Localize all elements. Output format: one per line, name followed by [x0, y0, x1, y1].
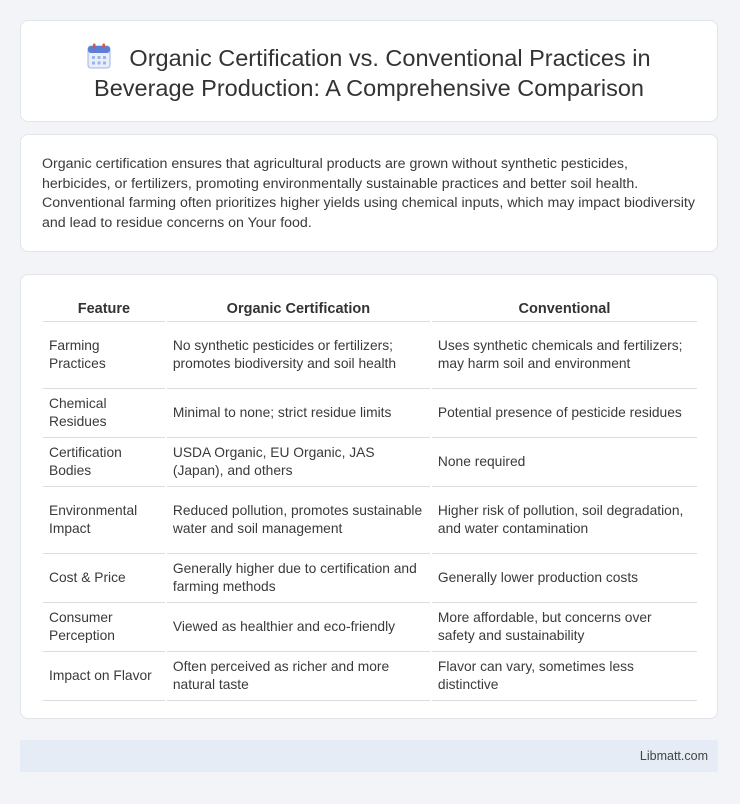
header-organic: Organic Certification	[167, 295, 430, 322]
table-row	[43, 438, 697, 487]
conventional-cell: Potential presence of pesticide residues	[432, 389, 697, 438]
table-row	[43, 652, 697, 701]
feature-cell: Impact on Flavor	[43, 652, 165, 701]
organic-cell: Reduced pollution, promotes sustainable water and soil management	[167, 487, 430, 554]
table-row	[43, 603, 697, 652]
intro-card	[20, 134, 718, 252]
feature-cell: Chemical Residues	[43, 389, 165, 438]
feature-cell: Environmental Impact	[43, 487, 165, 554]
organic-cell: Minimal to none; strict residue limits	[167, 389, 430, 438]
page-title: Organic Certification vs. Conventional Practices in Beverage Production: A Comprehensive Comparison	[94, 45, 651, 101]
table-row	[43, 322, 697, 389]
table-header-row	[43, 295, 697, 322]
conventional-cell: Flavor can vary, sometimes less distinctive	[432, 652, 697, 701]
calendar-icon	[87, 43, 111, 69]
page-title-container	[21, 43, 717, 103]
comparison-table	[41, 295, 699, 701]
organic-cell: No synthetic pesticides or fertilizers; promotes biodiversity and soil health	[167, 322, 430, 389]
header-conventional: Conventional	[432, 295, 697, 322]
footer-bar	[20, 740, 718, 772]
feature-cell: Certification Bodies	[43, 438, 165, 487]
organic-cell: USDA Organic, EU Organic, JAS (Japan), and others	[167, 438, 430, 487]
title-card	[20, 20, 718, 122]
feature-cell: Cost & Price	[43, 554, 165, 603]
organic-cell: Generally higher due to certification and farming methods	[167, 554, 430, 603]
organic-cell: Viewed as healthier and eco-friendly	[167, 603, 430, 652]
feature-cell: Farming Practices	[43, 322, 165, 389]
comparison-card	[20, 274, 718, 719]
conventional-cell: Generally lower production costs	[432, 554, 697, 603]
header-feature: Feature	[43, 295, 165, 322]
table-row	[43, 389, 697, 438]
intro-paragraph: Organic certification ensures that agricultural products are grown without synthetic pesticides, herbicides, or fertilizers, promoting environmentally sustainable practices and better soil health. Conventional farming often prioritizes higher yields using chemical inputs, which may impact biodiversity and lead to residue concerns on Your food.	[42, 156, 695, 231]
conventional-cell: None required	[432, 438, 697, 487]
organic-cell: Often perceived as richer and more natural taste	[167, 652, 430, 701]
feature-cell: Consumer Perception	[43, 603, 165, 652]
conventional-cell: Higher risk of pollution, soil degradation, and water contamination	[432, 487, 697, 554]
conventional-cell: Uses synthetic chemicals and fertilizers; may harm soil and environment	[432, 322, 697, 389]
table-row	[43, 554, 697, 603]
conventional-cell: More affordable, but concerns over safety and sustainability	[432, 603, 697, 652]
footer-brand[interactable]: Libmatt.com	[639, 749, 708, 763]
table-row	[43, 487, 697, 554]
